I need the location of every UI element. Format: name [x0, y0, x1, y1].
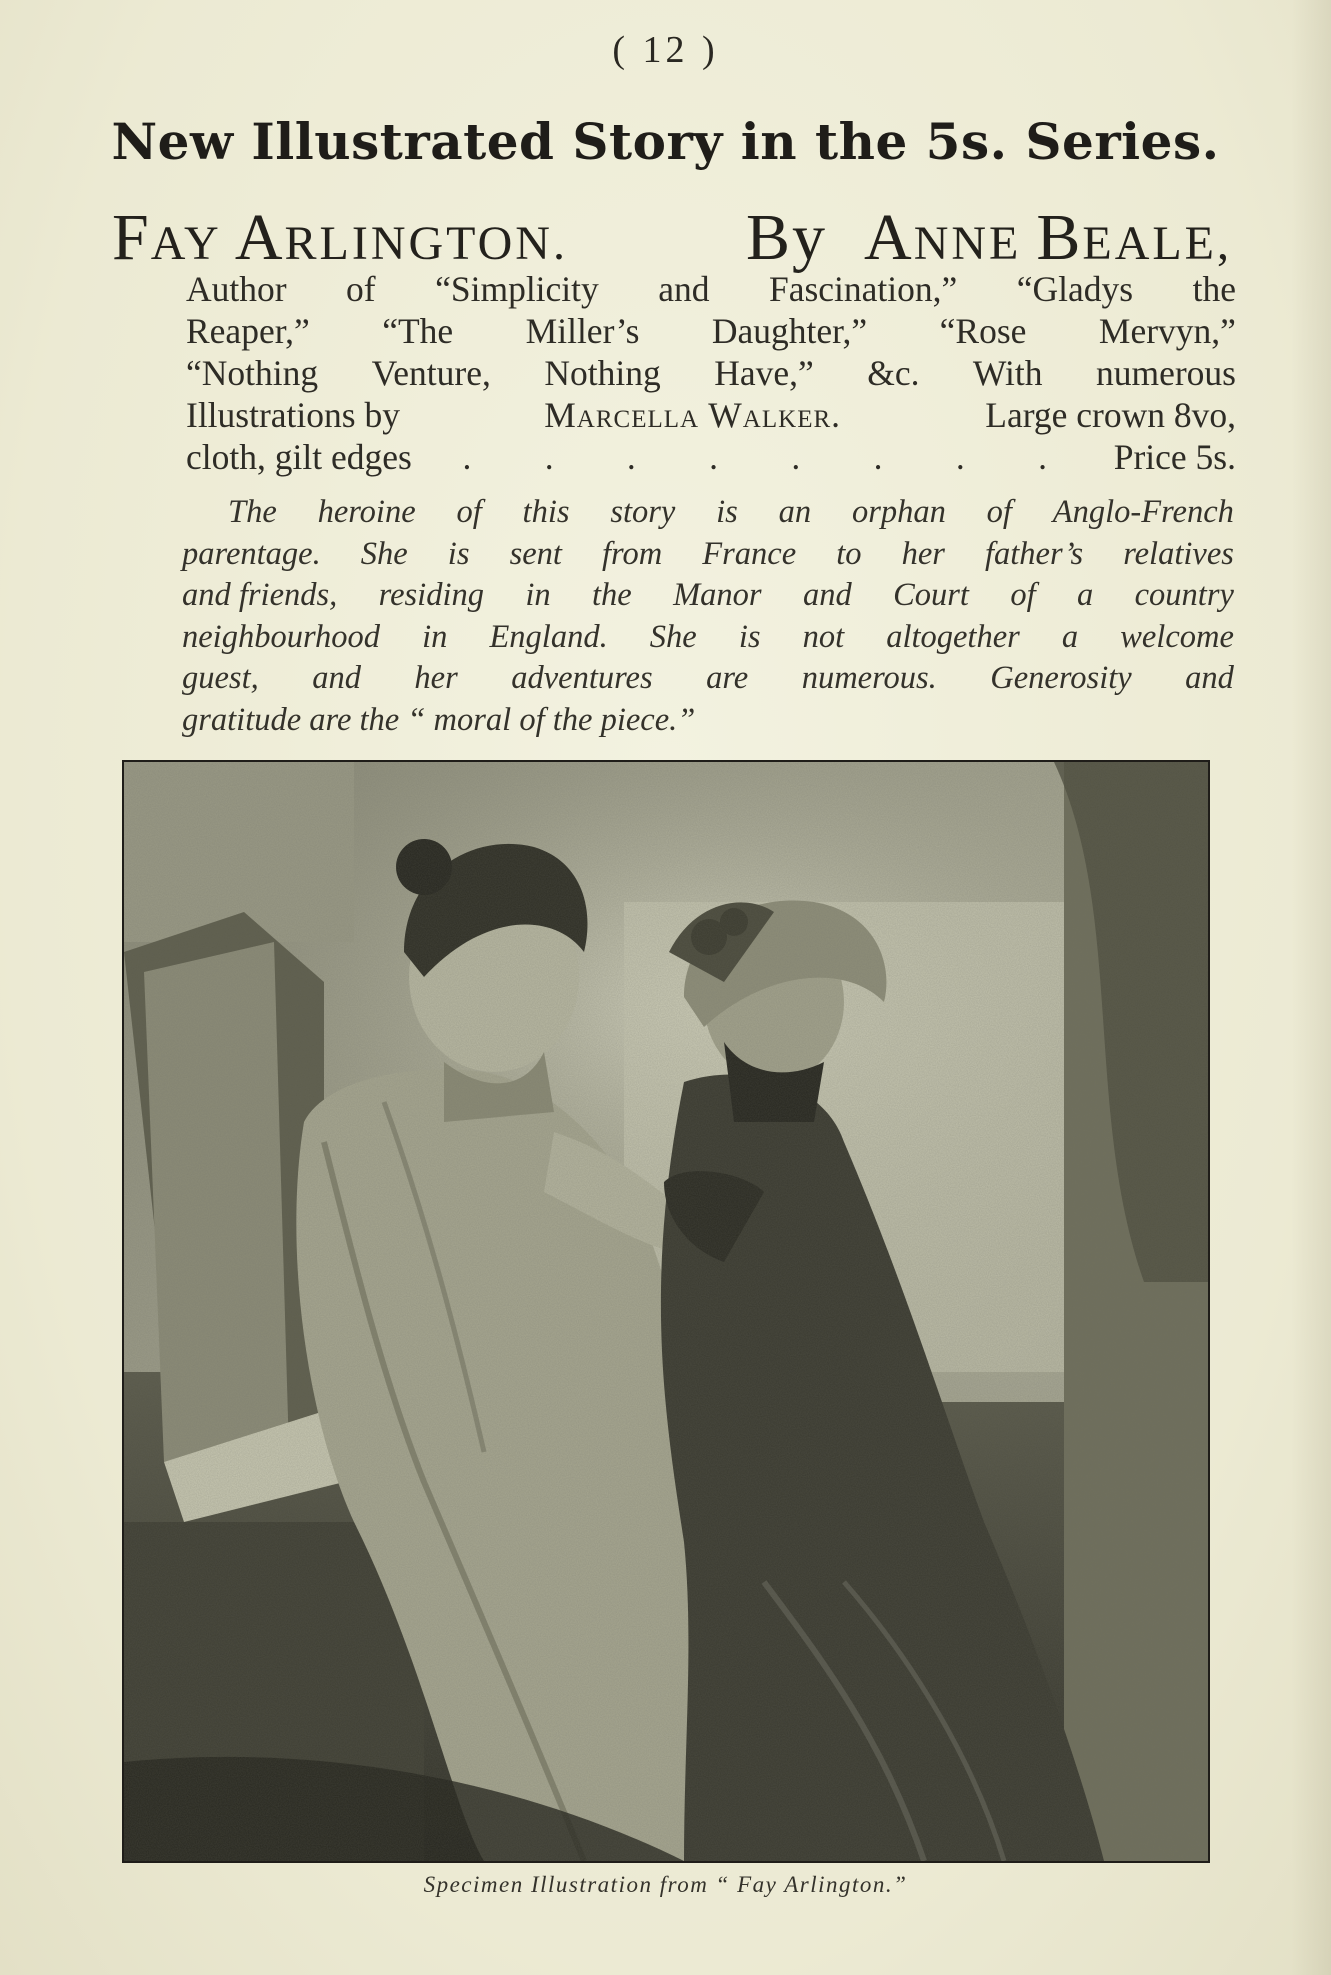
details-word: Fascination,” — [768, 269, 958, 309]
blurb-word: to — [836, 535, 862, 572]
blurb-line — [182, 617, 1234, 659]
blurb-word: She — [649, 618, 697, 655]
blurb-word: Court — [893, 577, 969, 613]
blurb-word: France — [702, 535, 797, 572]
blurb-line — [182, 700, 1234, 742]
blurb-word: altogether — [886, 618, 1020, 655]
blurb-word: is — [738, 618, 761, 655]
blurb-word: Manor — [673, 577, 762, 613]
details-word: Nothing — [544, 353, 661, 393]
details-word: “Nothing — [186, 353, 319, 393]
blurb-word: Generosity — [990, 660, 1132, 696]
details-line: Illustrations by Marcella Walker. Large crown 8vo, — [186, 395, 1236, 435]
illustration-caption: Specimen Illustration from “ Fay Arlington.” — [423, 1872, 908, 1897]
blurb-word: and — [1185, 660, 1234, 696]
details-line — [186, 310, 1236, 352]
details-word: “Gladys — [1016, 269, 1134, 309]
blurb-word: She — [360, 535, 408, 572]
details-word: Mervyn,” — [1098, 311, 1236, 351]
blurb-word: a — [1076, 577, 1094, 613]
author-byline: By ANNE BEALE, — [745, 201, 1232, 274]
details-word: and — [658, 269, 710, 309]
blurb-word: guest, — [182, 660, 259, 696]
book-details — [186, 268, 1236, 478]
details-word: Reaper,” — [186, 311, 310, 351]
blurb-word: residing — [378, 577, 484, 613]
book-title: FAY ARLINGTON. — [112, 201, 568, 274]
blurb-word: her — [901, 535, 945, 572]
blurb-word: this — [522, 494, 570, 530]
details-word: “Rose — [939, 311, 1027, 351]
blurb-word: welcome — [1120, 618, 1234, 655]
blurb-word: are — [706, 660, 749, 696]
blurb-word: a — [1061, 618, 1079, 655]
blurb-word: her — [414, 660, 458, 696]
price-line: cloth, gilt edges . . . . . . . . Price 5s. — [186, 437, 1236, 477]
details-word: With — [972, 353, 1043, 393]
illustrator-name: Marcella Walker. — [544, 395, 842, 435]
price: Price 5s. — [1113, 437, 1236, 477]
details-word: “The — [382, 311, 454, 351]
blurb-word: of — [456, 494, 482, 530]
blurb-word: numerous. — [801, 660, 937, 696]
book-title-line — [112, 200, 1232, 276]
blurb-word: and friends, — [182, 577, 338, 613]
blurb-word: parentage. — [182, 535, 321, 572]
blurb-word: an — [778, 494, 812, 530]
leader-dots: . . . . . . . . — [462, 437, 1047, 477]
blurb-word: England. — [489, 618, 608, 655]
blurb-word: and — [312, 660, 361, 696]
blurb-word: sent — [509, 535, 562, 572]
details-word: of — [346, 269, 376, 309]
blurb-word: The — [228, 494, 277, 530]
details-word: Miller’s — [525, 311, 640, 351]
page-edge-shadow — [1291, 0, 1331, 1975]
by-label: By — [745, 201, 828, 274]
blurb-word: of — [986, 494, 1012, 530]
blurb-word: gratitude are the “ moral of the piece.” — [182, 701, 696, 738]
blurb-word: Anglo-French — [1052, 494, 1234, 530]
blurb-word: adventures — [511, 660, 653, 696]
two-women-engraving — [124, 762, 1208, 1861]
blurb-line — [182, 575, 1234, 617]
details-word: Venture, — [371, 353, 491, 393]
blurb-word: relatives — [1123, 535, 1234, 572]
details-word: &c. — [867, 353, 920, 393]
blurb-line — [182, 658, 1234, 700]
blurb-word: of — [1010, 577, 1036, 613]
blurb-line — [182, 534, 1234, 576]
details-word: Daughter,” — [711, 311, 868, 351]
blurb-word: heroine — [317, 494, 416, 530]
blurb-word: story — [610, 494, 676, 530]
details-word: Author — [186, 269, 287, 309]
blurb-word: is — [716, 494, 738, 530]
blurb-word: not — [802, 618, 845, 655]
details-line — [186, 352, 1236, 394]
details-word: the — [1192, 269, 1236, 309]
blurb-word: orphan — [851, 494, 946, 530]
blurb-word: father’s — [984, 535, 1084, 572]
details-line — [186, 268, 1236, 310]
blurb-word: in — [422, 618, 448, 655]
page-number: ( 12 ) — [612, 29, 719, 71]
blurb-word: and — [802, 577, 852, 613]
blurb-word: is — [447, 535, 470, 572]
blurb-word: country — [1134, 577, 1234, 613]
engraving-illustration — [122, 760, 1210, 1863]
blurb-line — [182, 492, 1234, 534]
series-heading: New Illustrated Story in the 5s. Series. — [111, 112, 1220, 171]
blurb-word: neighbourhood — [182, 618, 381, 655]
story-blurb — [182, 492, 1234, 741]
blurb-word: in — [525, 577, 551, 613]
details-word: “Simplicity — [435, 269, 599, 309]
blurb-word: the — [592, 577, 632, 613]
blurb-word: from — [602, 535, 663, 572]
details-word: numerous — [1095, 353, 1236, 393]
details-word: Have,” — [714, 353, 814, 393]
